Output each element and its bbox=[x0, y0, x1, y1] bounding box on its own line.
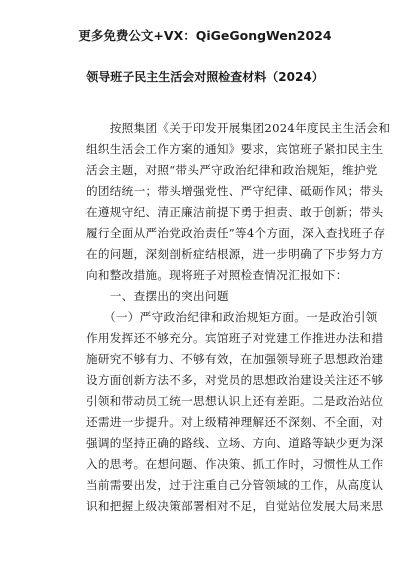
body-line: 的团结统一；带头增强党性、严守纪律、砥砺作风；带头 bbox=[86, 184, 384, 198]
document-body bbox=[86, 118, 391, 517]
body-line: 在的问题，深刻剖析症结根源，进一步明确了下步努力方 bbox=[86, 247, 384, 261]
body-line: 作用发挥还不够充分。宾馆班子对党建工作推进办法和措 bbox=[86, 331, 384, 345]
body-line: 一、查摆出的突出问题 bbox=[86, 289, 229, 303]
body-line: 强调的坚持正确的路线、立场、方向、道路等缺少更为深 bbox=[86, 436, 384, 450]
body-line: 还需进一步提升。对上级精神理解还不深刻、不全面，对 bbox=[86, 415, 384, 429]
body-line: （一）严守政治纪律和政治规矩方面。一是政治引领 bbox=[86, 310, 378, 324]
body-line: 履行全面从严治党政治责任”等4个方面，深入查找班子存 bbox=[86, 226, 386, 240]
body-line: 向和整改措施。现将班子对照检查情况汇报如下： bbox=[86, 268, 348, 282]
body-line: 组织生活会工作方案的通知》要求，宾馆班子紧扣民主生 bbox=[86, 142, 384, 156]
watermark-header: 更多免费公文+VX：QiGeGongWen2024 bbox=[78, 28, 332, 43]
body-line: 在遵规守纪、清正廉洁前提下勇于担责、敢于创新；带头 bbox=[86, 205, 384, 219]
body-line: 设方面创新方法不多，对党员的思想政治建设关注还不够 bbox=[86, 373, 384, 387]
body-line: 识和把握上级决策部署相对不足，自觉站位发展大局来思 bbox=[86, 499, 384, 513]
body-line: 当前需要出发，过于注重自己分管领域的工作，从高度认 bbox=[86, 478, 384, 492]
body-line: 按照集团《关于印发开展集团2024年度民主生活会和 bbox=[86, 121, 391, 135]
body-line: 入的思考。在想问题、作决策、抓工作时，习惯性从工作 bbox=[86, 457, 384, 471]
document-title: 领导班子民主生活会对照检查材料（2024） bbox=[86, 70, 324, 84]
body-line: 施研究不够有力、不够有效，在加强领导班子思想政治建 bbox=[86, 352, 384, 366]
body-line: 引领和带动员工统一思想认识上还有差距。二是政治站位 bbox=[86, 394, 384, 408]
body-line: 活会主题，对照“带头严守政治纪律和政治规矩，维护党 bbox=[86, 163, 378, 177]
